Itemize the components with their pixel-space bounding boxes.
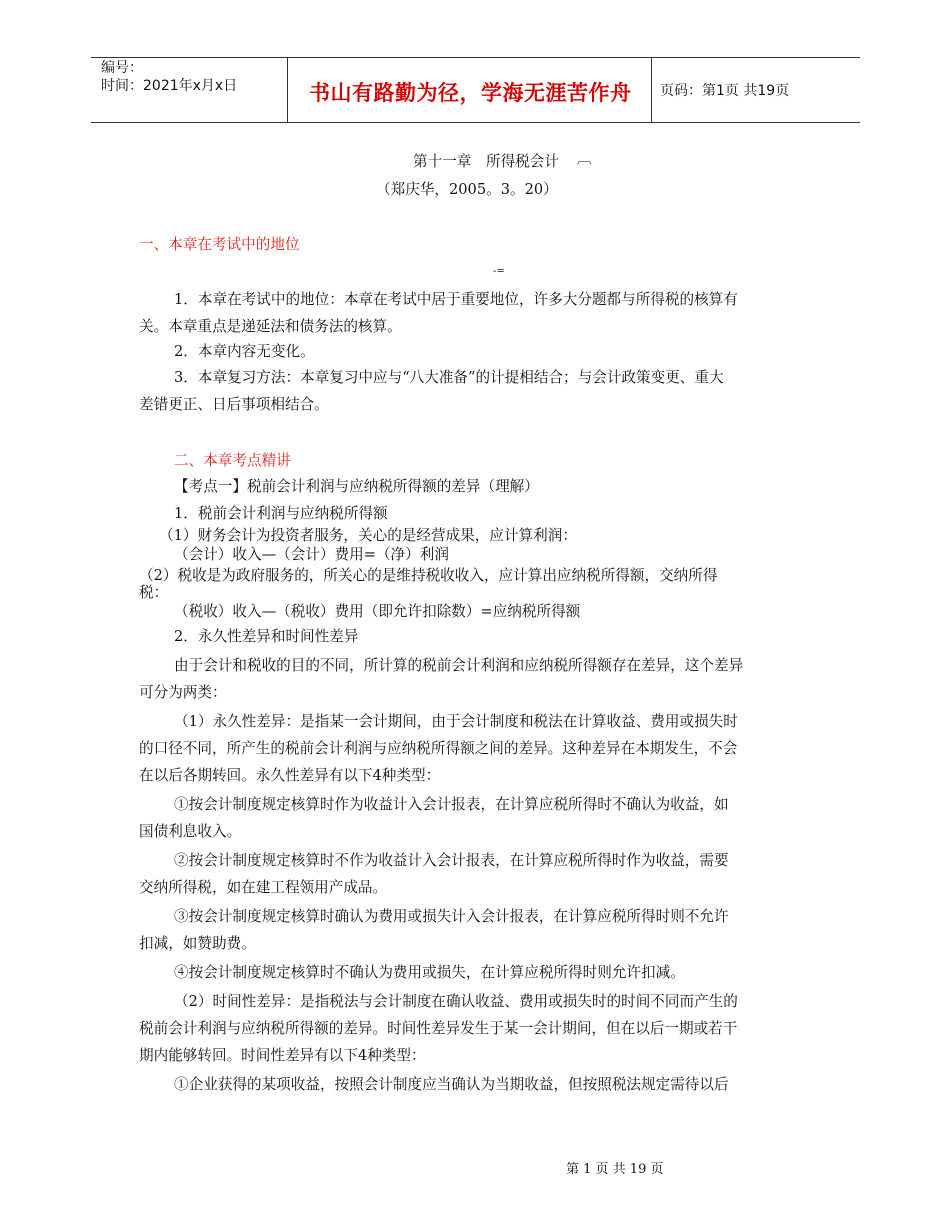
paragraph-line: （2）时间性差异：是指税法与会计制度在确认收益、费用或损失时的时间不同而产生的 <box>174 993 738 1010</box>
small-mark: -= <box>493 266 505 277</box>
list-item-line: ①按会计制度规定核算时作为收益计入会计报表，在计算应税所得时不确认为收益，如 <box>174 796 729 813</box>
paragraph-line: 差错更正、日后事项相结合。 <box>139 396 329 413</box>
paragraph-line: （1）财务会计为投资者服务，关心的是经营成果，应计算利润： <box>159 527 577 544</box>
paragraph-line: 扣减，如赞助费。 <box>139 935 256 952</box>
paragraph-line: 的口径不同，所产生的税前会计利润与应纳税所得额之间的差异。这种差异在本期发生，不会 <box>139 740 738 757</box>
paragraph-line: 2．本章内容无变化。 <box>174 343 315 360</box>
header-time-label: 时间：2021年x月x日 <box>101 78 238 94</box>
key-point-title: 【考点一】税前会计利润与应纳税所得额的差异（理解） <box>174 478 539 495</box>
header-bottom-rule <box>91 122 860 123</box>
paragraph-line: 关。本章重点是递延法和债务法的核算。 <box>139 318 402 335</box>
section-heading-1: 一、本章在考试中的地位 <box>139 236 300 253</box>
paragraph-line: 税： <box>139 584 169 601</box>
paragraph-line: 1．税前会计利润与应纳税所得额 <box>174 505 388 522</box>
header-top-rule <box>91 57 860 58</box>
title-mark: ︹ <box>577 150 592 167</box>
header-divider-left <box>287 57 288 123</box>
paragraph-line: 在以后各期转回。永久性差异有以下4种类型： <box>139 767 441 784</box>
paragraph-line: 3．本章复习方法：本章复习中应与“八大准备”的计提相结合；与会计政策变更、重大 <box>174 369 724 386</box>
chapter-subtitle: （郑庆华，2005。3。20） <box>376 181 558 198</box>
paragraph-line: 2．永久性差异和时间性差异 <box>174 628 359 645</box>
header-page-info: 页码：第1页 共19页 <box>660 83 790 99</box>
paragraph-line: 税前会计利润与应纳税所得额的差异。时间性差异发生于某一会计期间，但在以后一期或若干 <box>139 1020 738 1037</box>
header-divider-right <box>651 57 652 123</box>
paragraph-line: 期内能够转回。时间性差异有以下4种类型： <box>139 1047 426 1064</box>
list-item-line: ②按会计制度规定核算时不作为收益计入会计报表，在计算应税所得时作为收益，需要 <box>174 852 729 869</box>
paragraph-line: （2）税收是为政府服务的，所关心的是维持税收收入，应计算出应纳税所得额，交纳所得 <box>139 567 718 584</box>
section-heading-2: 二、本章考点精讲 <box>174 452 291 469</box>
header-number-label: 编号： <box>101 60 143 76</box>
paragraph-line: 可分为两类： <box>139 684 227 701</box>
page-footer: 第 1 页 共 19 页 <box>566 1162 664 1177</box>
paragraph-line: 交纳所得税，如在建工程领用产成品。 <box>139 879 388 896</box>
paragraph-line: 1．本章在考试中的地位：本章在考试中居于重要地位，许多大分题都与所得税的核算有 <box>174 291 738 308</box>
paragraph-line: （1）永久性差异：是指某一会计期间，由于会计制度和税法在计算收益、费用或损失时 <box>174 713 738 730</box>
paragraph-line: 由于会计和税收的目的不同，所计算的税前会计利润和应纳税所得额存在差异，这个差异 <box>174 657 744 674</box>
chapter-title: 第十一章 所得税会计 <box>413 153 559 170</box>
formula-line: （税收）收入—（税收）费用（即允许扣除数）=应纳税所得额 <box>174 603 581 620</box>
list-item-line: ④按会计制度规定核算时不确认为费用或损失，在计算应税所得时则允许扣减。 <box>174 964 685 981</box>
paragraph-line: 国债利息收入。 <box>139 823 242 840</box>
list-item-line: ③按会计制度规定核算时确认为费用或损失计入会计报表，在计算应税所得时则不允许 <box>174 908 729 925</box>
list-item-line: ①企业获得的某项收益，按照会计制度应当确认为当期收益，但按照税法规定需待以后 <box>174 1076 729 1093</box>
formula-line: （会计）收入—（会计）费用=（净）利润 <box>174 546 449 563</box>
header-motto: 书山有路勤为径，学海无涯苦作舟 <box>309 81 632 105</box>
